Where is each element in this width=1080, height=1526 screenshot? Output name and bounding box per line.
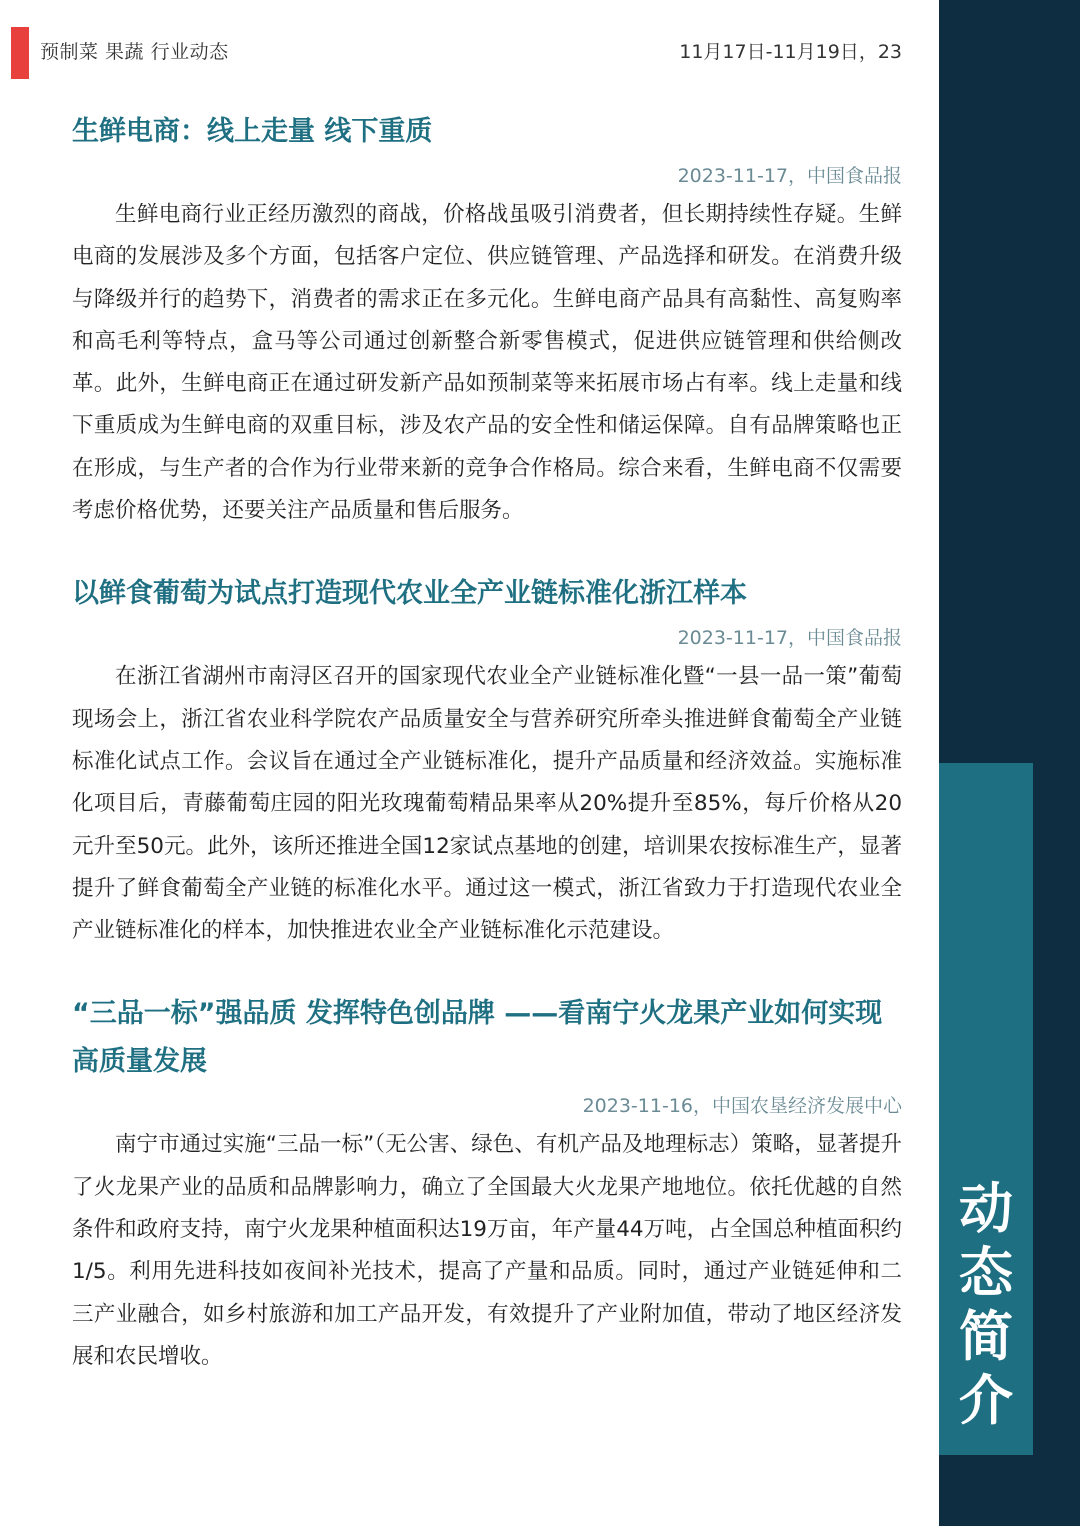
header-date-range: 11月17日-11月19日，23 [679,41,902,63]
article-source: 2023-11-16，中国农垦经济发展中心 [582,1095,902,1118]
news-article [72,990,902,1378]
news-article [72,570,902,952]
article-title: “三品一标”强品质 发挥特色创品牌 ——看南宁火龙果产业如何实现高质量发展 [72,998,883,1078]
article-body: 生鲜电商行业正经历激烈的商战，价格战虽吸引消费者，但长期持续性存疑。生鲜电商的发展涉及多个方面，包括客户定位、供应链管理、产品选择和研发。在消费升级与降级并行的趋势下，消费者的需求正在多元化。生鲜电商产品具有高黏性、高复购率和高毛利等特点，盒马等公司通过创新整合新零售模式，促进供应链管理和供给侧改革。此外，生鲜电商正在通过研发新产品如预制菜等来拓展市场占有率。线上走量和线下重质成为生鲜电商的双重目标，涉及农产品的安全性和储运保障。自有品牌策略也正在形成，与生产者的合作为行业带来新的竞争合作格局。综合来看，生鲜电商不仅需要考虑价格优势，还要关注产品质量和售后服务。 [72,202,902,524]
section-label-char: 态 [959,1241,1013,1304]
section-label [939,1177,1033,1433]
section-label-char: 动 [959,1177,1013,1240]
article-title: 生鲜电商：线上走量 线下重质 [72,116,433,147]
header-accent-bar [11,27,29,79]
article-body: 南宁市通过实施“三品一标”（无公害、绿色、有机产品及地理标志）策略，显著提升了火龙果产业的品质和品牌影响力，确立了全国最大火龙果产地地位。依托优越的自然条件和政府支持，南宁火龙果种植面积达19万亩，年产量44万吨，占全国总种植面积约1/5。利用先进科技如夜间补光技术，提高了产量和品质。同时，通过产业链延伸和二三产业融合，如乡村旅游和加工产品开发，有效提升了产业附加值，带动了地区经济发展和农民增收。 [72,1132,902,1369]
article-source: 2023-11-17，中国食品报 [677,627,902,650]
news-article [72,108,902,532]
section-label-panel [939,763,1033,1455]
article-title: 以鲜食葡萄为试点打造现代农业全产业链标准化浙江样本 [72,578,747,610]
article-source: 2023-11-17，中国食品报 [677,165,902,187]
section-label-char: 简 [959,1305,1013,1368]
header-tags: 预制菜 果蔬 行业动态 [40,41,229,63]
section-label-char: 介 [959,1369,1013,1432]
article-body: 在浙江省湖州市南浔区召开的国家现代农业全产业链标准化暨“一县一品一策”葡萄现场会上，浙江省农业科学院农产品质量安全与营养研究所牵头推进鲜食葡萄全产业链标准化试点工作。会议旨在通过全产业链标准化，提升产品质量和经济效益。实施标准化项目后，青藤葡萄庄园的阳光玫瑰葡萄精品果率从20%提升至85%，每斤价格从20元升至50元。此外，该所还推进全国12家试点基地的创建，培训果农按标准生产，显著提升了鲜食葡萄全产业链的标准化水平。通过这一模式，浙江省致力于打造现代农业全产业链标准化的样本，加快推进农业全产业链标准化示范建设。 [72,664,902,944]
news-list [72,108,902,1416]
